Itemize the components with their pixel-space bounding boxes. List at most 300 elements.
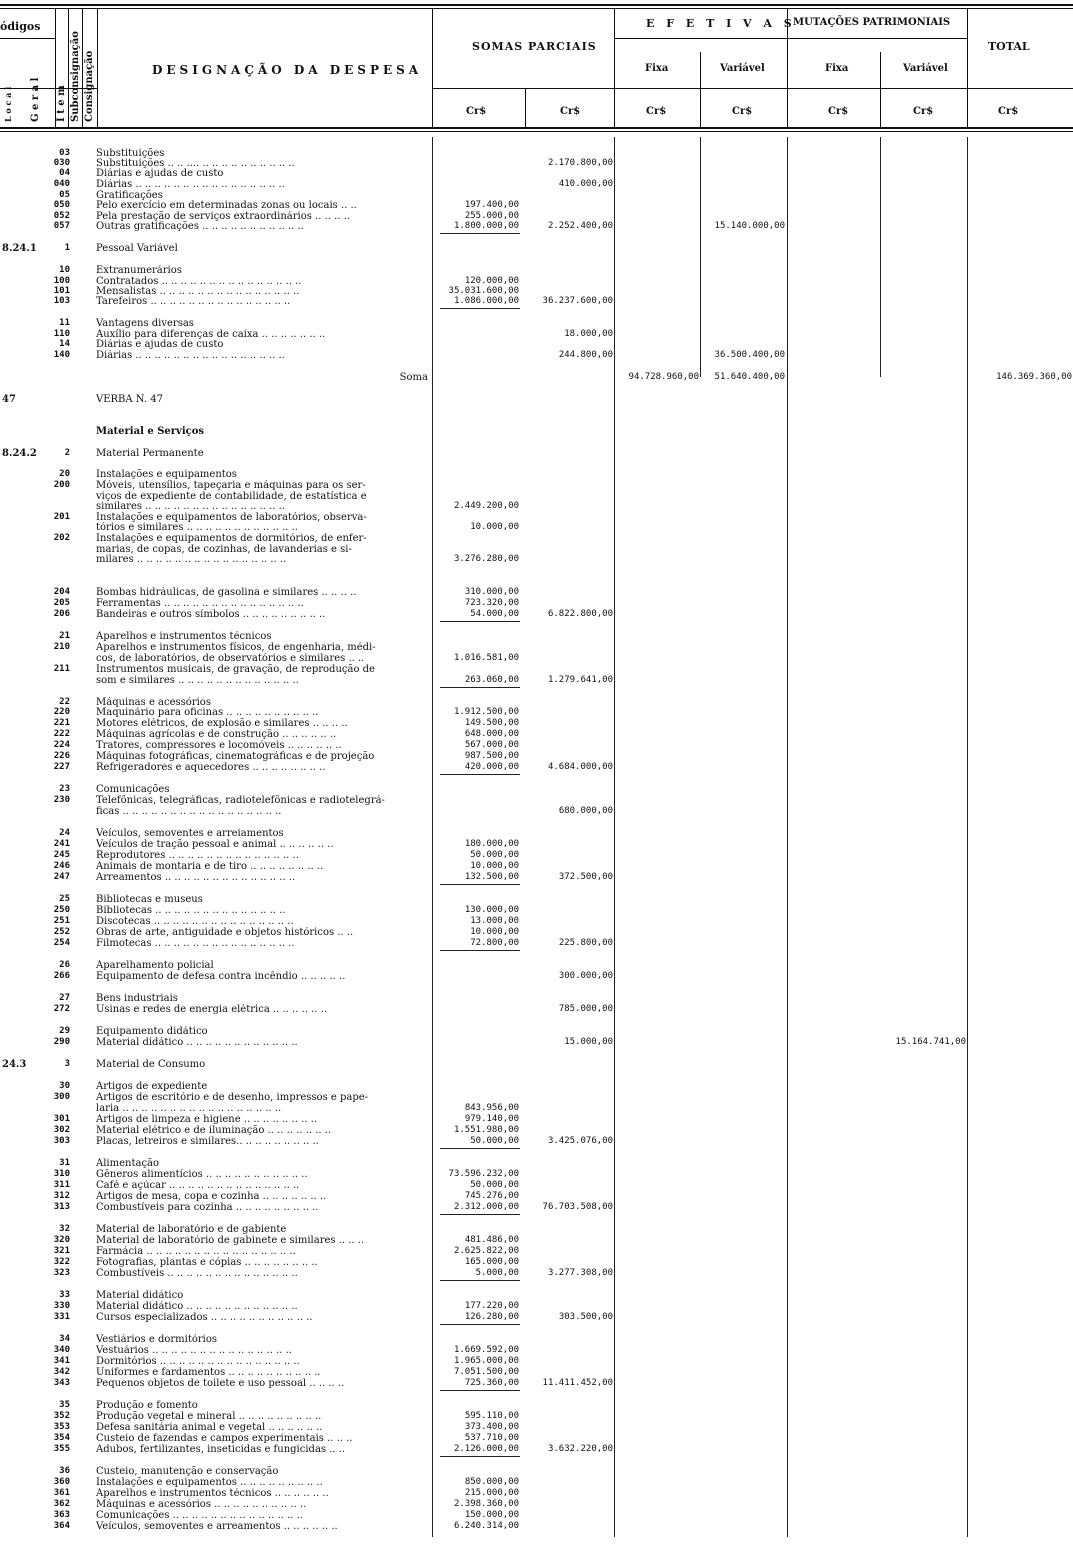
table-row — [0, 1191, 1073, 1202]
row-amount: 225.800,00 — [558, 938, 613, 948]
row-amount: 723.320,00 — [464, 598, 519, 608]
table-row — [0, 168, 1073, 179]
row-amount: 372.500,00 — [558, 872, 613, 882]
table-row — [0, 480, 1073, 491]
row-description: Maquinário para oficinas .. .. .. .. .. .. .. .. .. .. — [96, 707, 319, 718]
table-row — [0, 795, 1073, 806]
row-description: Alimentação — [96, 1158, 160, 1169]
table-row — [0, 469, 1073, 480]
row-amount: 244.800,00 — [558, 350, 613, 360]
table-row — [0, 265, 1073, 276]
row-code: 030 — [53, 158, 70, 168]
row-amount: 2.449.200,00 — [453, 501, 519, 511]
consignacao-header: Consignação — [84, 50, 95, 122]
row-code: 312 — [53, 1191, 70, 1201]
row-code: 050 — [53, 200, 70, 210]
row-description: Extranumerários — [96, 265, 182, 276]
row-amount: 595.110,00 — [464, 1411, 519, 1421]
table-row — [0, 1290, 1073, 1301]
row-code: 100 — [53, 276, 70, 286]
row-description: Material didático .. .. .. .. .. .. .. .. .. .. .. .. — [96, 1301, 298, 1312]
row-description: marias, de copas, de cozinhas, de lavanderias e si- — [96, 544, 352, 555]
row-amount: 197.400,00 — [464, 200, 519, 210]
row-code: 040 — [53, 179, 70, 189]
row-amount: 18.000,00 — [564, 329, 613, 339]
row-description: Uniformes e fardamentos .. .. .. .. .. .. .. .. .. .. — [96, 1367, 321, 1378]
row-description: Pequenos objetos de toilete e uso pessoal .. .. .. .. — [96, 1378, 345, 1389]
table-row — [0, 1268, 1073, 1279]
header-bottom-rule — [0, 127, 1073, 129]
designacao-header: DESIGNAÇÃO DA DESPESA — [152, 63, 423, 77]
row-description: Ferramentas .. .. .. .. .. .. .. .. .. .. .. .. .. .. .. — [96, 598, 304, 609]
row-amount: 6.240.314,00 — [453, 1521, 519, 1531]
table-row — [0, 1037, 1073, 1048]
codigos-header: ódigos — [0, 20, 41, 33]
row-description: Material didático .. .. .. .. .. .. .. .. .. .. .. .. — [96, 1037, 298, 1048]
row-description: Vestuários .. .. .. .. .. .. .. .. .. .. .. .. .. .. .. — [96, 1345, 292, 1356]
row-amount: 373.400,00 — [464, 1422, 519, 1432]
row-amount: 11.411.452,00 — [542, 1378, 613, 1388]
table-row — [0, 894, 1073, 905]
table-row — [0, 200, 1073, 211]
table-row — [0, 522, 1073, 533]
table-row — [0, 1004, 1073, 1015]
table-row — [0, 1510, 1073, 1521]
row-amount: 50.000,00 — [470, 1136, 519, 1146]
row-amount: 648.000,00 — [464, 729, 519, 739]
row-description: Artigos de limpeza e higiene .. .. .. .. .. .. .. .. — [96, 1114, 317, 1125]
currency-label: Cr$ — [828, 106, 849, 117]
row-description: tórios e similares .. .. .. .. .. .. .. .. .. .. .. .. — [96, 522, 298, 533]
row-amount: 15.000,00 — [564, 1037, 613, 1047]
row-amount: 36.500.400,00 — [714, 350, 785, 360]
row-amount: 850.000,00 — [464, 1477, 519, 1487]
row-amount: 15.140.000,00 — [714, 221, 785, 231]
row-description: Material de laboratório de gabinete e similares .. .. .. — [96, 1235, 365, 1246]
row-code: 363 — [53, 1510, 70, 1520]
row-description: Filmotecas .. .. .. .. .. .. .. .. .. .. .. .. .. .. .. — [96, 938, 295, 949]
row-code: 29 — [59, 1026, 70, 1036]
efetivas-header: E F E T I V A S — [646, 17, 796, 30]
row-amount: 4.684.000,00 — [547, 762, 613, 772]
row-amount: 3.277.308,00 — [547, 1268, 613, 1278]
row-amount: 2.398.360,00 — [453, 1499, 519, 1509]
row-description: Material e Serviços — [96, 426, 205, 437]
table-row — [0, 1378, 1073, 1389]
table-row — [0, 729, 1073, 740]
row-local: 8.24.2 — [2, 448, 37, 459]
row-amount: 10.000,00 — [470, 522, 519, 532]
row-code: 250 — [53, 905, 70, 915]
table-row — [0, 1499, 1073, 1510]
table-row — [0, 740, 1073, 751]
row-amount: 1.279.641,00 — [547, 675, 613, 685]
row-amount: 180.000,00 — [464, 839, 519, 849]
table-row — [0, 927, 1073, 938]
variavel-header-1: Variável — [720, 63, 765, 74]
row-description: VERBA N. 47 — [96, 394, 163, 405]
table-row — [0, 318, 1073, 329]
row-description: Vantagens diversas — [96, 318, 194, 329]
table-row — [0, 448, 1073, 459]
table-row — [0, 426, 1073, 437]
table-row — [0, 916, 1073, 927]
row-code: 10 — [59, 265, 70, 275]
row-code: 22 — [59, 697, 70, 707]
row-description: Instalações e equipamentos .. .. .. .. .. .. .. .. .. — [96, 1477, 323, 1488]
local-header: L o c a l — [3, 86, 13, 122]
row-amount: 50.000,00 — [470, 850, 519, 860]
row-description: Veículos de tração pessoal e animal .. .. .. .. .. .. — [96, 839, 334, 850]
row-description: similares .. .. .. .. .. .. .. .. .. .. .. .. .. .. .. — [96, 501, 286, 512]
row-code: 342 — [53, 1367, 70, 1377]
row-amount: 310.000,00 — [464, 587, 519, 597]
row-amount: 3.425.076,00 — [547, 1136, 613, 1146]
row-code: 25 — [59, 894, 70, 904]
row-description: ficas .. .. .. .. .. .. .. .. .. .. .. .. .. .. .. .. .. — [96, 806, 282, 817]
table-row — [0, 501, 1073, 512]
table-row — [0, 1103, 1073, 1114]
row-amount: 3.276.280,00 — [453, 554, 519, 564]
row-code: 26 — [59, 960, 70, 970]
row-description: Artigos de mesa, copa e cozinha .. .. .. .. .. .. .. — [96, 1191, 327, 1202]
table-row — [0, 221, 1073, 232]
subtotal-rule — [440, 1280, 520, 1281]
item-header: I t e m — [56, 85, 67, 122]
subtotal-rule — [440, 687, 520, 688]
row-code: 03 — [59, 148, 70, 158]
row-amount: 7.051.500,00 — [453, 1367, 519, 1377]
subtotal-rule — [440, 1324, 520, 1325]
row-amount: 979.140,00 — [464, 1114, 519, 1124]
table-row — [0, 1235, 1073, 1246]
table-row — [0, 372, 1073, 383]
table-row — [0, 394, 1073, 405]
table-row — [0, 806, 1073, 817]
row-description: Instalações e equipamentos de dormitórios, de enfer- — [96, 533, 367, 544]
table-row — [0, 609, 1073, 620]
row-amount: 1.551.980,00 — [453, 1125, 519, 1135]
row-code: 251 — [53, 916, 70, 926]
table-row — [0, 1301, 1073, 1312]
row-amount: 987.500,00 — [464, 751, 519, 761]
table-row — [0, 243, 1073, 254]
row-code: 35 — [59, 1400, 70, 1410]
table-row — [0, 1334, 1073, 1345]
currency-label: Cr$ — [998, 106, 1019, 117]
row-code: 32 — [59, 1224, 70, 1234]
row-description: milares .. .. .. .. .. .. .. .. .. .. .. .. .. .. .. .. — [96, 554, 287, 565]
table-row — [0, 993, 1073, 1004]
row-amount: 785.000,00 — [558, 1004, 613, 1014]
subtotal-rule — [440, 1214, 520, 1215]
row-description: Material Permanente — [96, 448, 204, 459]
currency-label: Cr$ — [560, 106, 581, 117]
row-description: Máquinas e acessórios .. .. .. .. .. .. .. .. .. .. — [96, 1499, 307, 1510]
row-code: 313 — [53, 1202, 70, 1212]
row-description: Pelo exercício em determinadas zonas ou locais .. .. — [96, 200, 357, 211]
row-description: Mensalistas .. .. .. .. .. .. .. .. .. .. .. .. .. .. .. — [96, 286, 300, 297]
table-row — [0, 839, 1073, 850]
row-code: 33 — [59, 1290, 70, 1300]
row-description: Aparelhamento policial — [96, 960, 214, 971]
row-description: Dormitórios .. .. .. .. .. .. .. .. .. .. .. .. .. .. .. — [96, 1356, 300, 1367]
row-amount: 2.625.822,00 — [453, 1246, 519, 1256]
top-rule-thin — [0, 8, 1073, 9]
row-description: Comunicações .. .. .. .. .. .. .. .. .. .. .. .. .. .. — [96, 1510, 303, 1521]
table-row — [0, 960, 1073, 971]
row-code: 246 — [53, 861, 70, 871]
row-amount: 725.360,00 — [464, 1378, 519, 1388]
table-row — [0, 1224, 1073, 1235]
row-amount: 1.669.592,00 — [453, 1345, 519, 1355]
row-amount: 10.000,00 — [470, 861, 519, 871]
row-description: Artigos de escritório e de desenho, impressos e pape- — [96, 1092, 369, 1103]
table-row — [0, 1092, 1073, 1103]
row-description: Veículos, semoventes e arreamentos .. .. .. .. .. .. — [96, 1521, 338, 1532]
row-description: Máquinas e acessórios — [96, 697, 211, 708]
row-description: cos, de laboratórios, de observatórios e similares .. .. — [96, 653, 365, 664]
row-description: Cursos especializados .. .. .. .. .. .. .. .. .. .. .. — [96, 1312, 313, 1323]
table-row — [0, 653, 1073, 664]
row-code: 220 — [53, 707, 70, 717]
row-description: Material de Consumo — [96, 1059, 206, 1070]
table-row — [0, 1180, 1073, 1191]
row-code: 30 — [59, 1081, 70, 1091]
table-row — [0, 718, 1073, 729]
subtotal-rule — [440, 1456, 520, 1457]
currency-label: Cr$ — [913, 106, 934, 117]
row-code: 360 — [53, 1477, 70, 1487]
row-code: 221 — [53, 718, 70, 728]
fixa-header-1: Fixa — [645, 63, 669, 74]
currency-label: Cr$ — [646, 106, 667, 117]
table-row — [0, 296, 1073, 307]
row-description: som e similares .. .. .. .. .. .. .. .. .. .. .. .. .. — [96, 675, 299, 686]
row-description: Custeio de fazendas e campos experimentais .. .. .. — [96, 1433, 353, 1444]
table-row — [0, 179, 1073, 190]
row-description: Telefônicas, telegráficas, radiotelefônicas e radiotelegrá- — [96, 795, 385, 806]
table-row — [0, 1488, 1073, 1499]
row-amount: 1.912.500,00 — [453, 707, 519, 717]
table-row — [0, 1114, 1073, 1125]
row-code: 241 — [53, 839, 70, 849]
row-description: Produção e fomento — [96, 1400, 198, 1411]
row-description: Equipamento de defesa contra incêndio .. .. .. .. .. — [96, 971, 346, 982]
row-amount: 537.710,00 — [464, 1433, 519, 1443]
row-code: 331 — [53, 1312, 70, 1322]
table-row — [0, 1466, 1073, 1477]
row-description: Reprodutores .. .. .. .. .. .. .. .. .. .. .. .. .. .. — [96, 850, 299, 861]
row-code: 23 — [59, 784, 70, 794]
row-amount: 420.000,00 — [464, 762, 519, 772]
row-code: 36 — [59, 1466, 70, 1476]
row-amount: 255.000,00 — [464, 211, 519, 221]
row-local: 47 — [2, 394, 16, 405]
row-code: 110 — [53, 329, 70, 339]
table-row — [0, 1246, 1073, 1257]
row-code: 352 — [53, 1411, 70, 1421]
row-description: Animais de montaria e de tiro .. .. .. .. .. .. .. .. — [96, 861, 324, 872]
table-row — [0, 905, 1073, 916]
row-code: 31 — [59, 1158, 70, 1168]
row-description: Outras gratificações .. .. .. .. .. .. .. .. .. .. .. — [96, 221, 304, 232]
row-code: 3 — [64, 1059, 70, 1069]
row-local: 24.3 — [2, 1059, 27, 1070]
row-description: Artigos de expediente — [96, 1081, 208, 1092]
row-amount: 10.000,00 — [470, 927, 519, 937]
row-amount: 73.596.232,00 — [448, 1169, 519, 1179]
table-row — [0, 751, 1073, 762]
row-code: 2 — [64, 448, 70, 458]
row-code: 361 — [53, 1488, 70, 1498]
table-row — [0, 664, 1073, 675]
row-code: 252 — [53, 927, 70, 937]
table-row — [0, 784, 1073, 795]
table-row — [0, 1158, 1073, 1169]
table-row — [0, 861, 1073, 872]
row-code: 230 — [53, 795, 70, 805]
table-row — [0, 1521, 1073, 1532]
table-row — [0, 1169, 1073, 1180]
row-amount: 50.000,00 — [470, 1180, 519, 1190]
row-code: 330 — [53, 1301, 70, 1311]
row-amount: 149.500,00 — [464, 718, 519, 728]
row-code: 04 — [59, 168, 70, 178]
subtotal-rule — [440, 621, 520, 622]
row-amount: 2.252.400,00 — [547, 221, 613, 231]
table-row — [0, 1356, 1073, 1367]
table-row — [0, 598, 1073, 609]
row-description: Auxílio para diferenças de caixa .. .. .. .. .. .. .. — [96, 329, 326, 340]
row-description: Placas, letreiros e similares.. .. .. .. .. .. .. .. .. — [96, 1136, 319, 1147]
row-amount: 2.312.000,00 — [453, 1202, 519, 1212]
row-description: Comunicações — [96, 784, 170, 795]
row-code: 340 — [53, 1345, 70, 1355]
row-description: Gratificações — [96, 190, 163, 201]
top-rule — [0, 4, 1073, 6]
row-code: 205 — [53, 598, 70, 608]
row-description: Tratores, compressores e locomóveis .. .. .. .. .. .. — [96, 740, 342, 751]
table-row — [0, 642, 1073, 653]
subtotal-rule — [440, 308, 520, 309]
subconsignacao-header: Subconsignação — [70, 31, 81, 122]
row-amount: 120.000,00 — [464, 276, 519, 286]
table-row — [0, 554, 1073, 565]
row-code: 200 — [53, 480, 70, 490]
row-description: Defesa sanitária animal e vegetal .. .. .. .. .. .. — [96, 1422, 323, 1433]
row-amount: 5.000,00 — [475, 1268, 519, 1278]
row-description: Diárias .. .. .. .. .. .. .. .. .. .. .. .. .. .. .. .. — [96, 350, 285, 361]
row-description: Máquinas agrícolas e de construção .. .. .. .. .. .. — [96, 729, 337, 740]
row-description: Aparelhos e instrumentos técnicos .. .. .. .. .. .. — [96, 1488, 329, 1499]
row-description: Bibliotecas .. .. .. .. .. .. .. .. .. .. .. .. .. .. — [96, 905, 286, 916]
row-local: 8.24.1 — [2, 243, 37, 254]
row-code: 222 — [53, 729, 70, 739]
table-row — [0, 872, 1073, 883]
row-code: 354 — [53, 1433, 70, 1443]
row-amount: 567.000,00 — [464, 740, 519, 750]
row-code: 343 — [53, 1378, 70, 1388]
row-description: Bens industriais — [96, 993, 178, 1004]
row-code: 20 — [59, 469, 70, 479]
row-description: Produção vegetal e mineral .. .. .. .. .. .. .. .. .. — [96, 1411, 322, 1422]
row-description: Combustíveis .. .. .. .. .. .. .. .. .. .. .. .. .. .. — [96, 1268, 298, 1279]
table-row — [0, 707, 1073, 718]
table-row — [0, 339, 1073, 350]
row-amount: 263.060,00 — [464, 675, 519, 685]
total-header: TOTAL — [988, 40, 1030, 53]
row-description: Vestiários e dormitórios — [96, 1334, 217, 1345]
table-row — [0, 1444, 1073, 1455]
row-description: Bombas hidráulicas, de gasolina e similares .. .. .. .. — [96, 587, 357, 598]
fixa-header-2: Fixa — [825, 63, 849, 74]
row-description: Aparelhos e instrumentos técnicos — [96, 631, 272, 642]
row-code: 204 — [53, 587, 70, 597]
table-row — [0, 1125, 1073, 1136]
row-code: 301 — [53, 1114, 70, 1124]
row-description: Substituições — [96, 148, 165, 159]
row-description: Bibliotecas e museus — [96, 894, 203, 905]
row-code: 362 — [53, 1499, 70, 1509]
row-description: Diárias e ajudas de custo — [96, 168, 224, 179]
row-description: Combustíveis para cozinha .. .. .. .. .. .. .. .. .. — [96, 1202, 319, 1213]
table-row — [0, 1202, 1073, 1213]
table-row — [0, 828, 1073, 839]
row-amount: 843.956,00 — [464, 1103, 519, 1113]
row-description: Instrumentos musicais, de gravação, de reprodução de — [96, 664, 375, 675]
row-code: 303 — [53, 1136, 70, 1146]
row-code: 103 — [53, 296, 70, 306]
subtotal-rule — [440, 774, 520, 775]
row-code: 322 — [53, 1257, 70, 1267]
row-amount: 126.280,00 — [464, 1312, 519, 1322]
row-code: 206 — [53, 609, 70, 619]
row-description: Material elétrico e de iluminação .. .. .. .. .. .. .. — [96, 1125, 332, 1136]
subtotal-rule — [440, 1148, 520, 1149]
table-row — [0, 1345, 1073, 1356]
table-row — [0, 1136, 1073, 1147]
row-description: Gêneros alimentícios .. .. .. .. .. .. .. .. .. .. .. — [96, 1169, 308, 1180]
row-amount: 15.164.741,00 — [895, 1037, 966, 1047]
table-row — [0, 631, 1073, 642]
header-bottom-rule-thin — [0, 131, 1073, 132]
row-amount: 35.031.600,00 — [448, 286, 519, 296]
table-row — [0, 587, 1073, 598]
row-code: 101 — [53, 286, 70, 296]
subtotal-rule — [440, 233, 520, 234]
row-code: 355 — [53, 1444, 70, 1454]
row-amount: 150.000,00 — [464, 1510, 519, 1520]
row-code: 290 — [53, 1037, 70, 1047]
row-code: 302 — [53, 1125, 70, 1135]
table-row — [0, 1257, 1073, 1268]
row-description: Farmácia .. .. .. .. .. .. .. .. .. .. .. .. .. .. .. .. — [96, 1246, 296, 1257]
table-row — [0, 1433, 1073, 1444]
row-code: 310 — [53, 1169, 70, 1179]
table-row — [0, 850, 1073, 861]
row-code: 321 — [53, 1246, 70, 1256]
row-amount: 13.000,00 — [470, 916, 519, 926]
row-amount: 680.000,00 — [558, 806, 613, 816]
row-amount: 2.126.000,00 — [453, 1444, 519, 1454]
row-code: 247 — [53, 872, 70, 882]
row-amount: 1.965.000,00 — [453, 1356, 519, 1366]
row-amount: 6.822.800,00 — [547, 609, 613, 619]
row-description: Instalações e equipamentos de laboratórios, observa- — [96, 512, 367, 523]
row-amount: 165.000,00 — [464, 1257, 519, 1267]
row-code: 1 — [64, 243, 70, 253]
